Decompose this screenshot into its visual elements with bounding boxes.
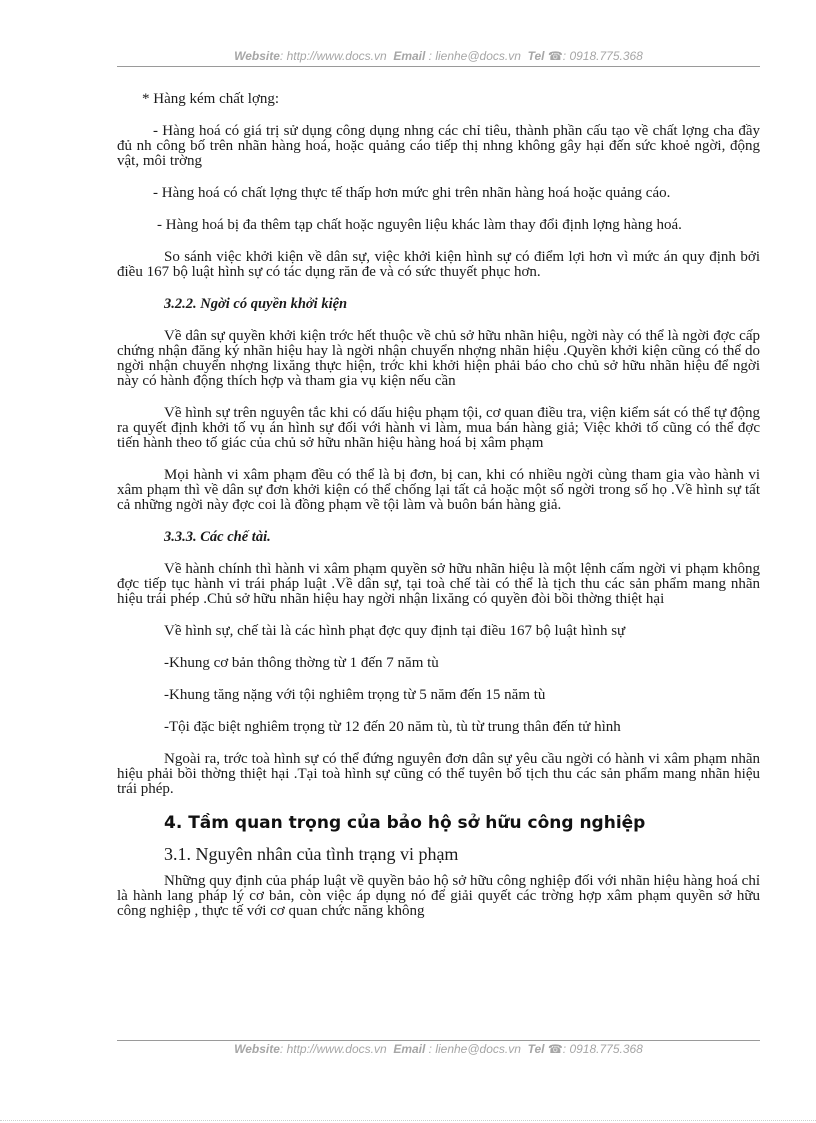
page-edge-divider [0, 1120, 816, 1121]
phone-icon: ☎ [547, 49, 563, 63]
footer-email-label: Email [393, 1042, 426, 1056]
page-footer [117, 1042, 760, 1056]
paragraph: Mọi hành vi xâm phạm đều có thể là bị đơn, bị can, khi có nhiều ngời cùng tham gia vào hành vi xâm phạm thì về dân sự đơn khởi kiện có thể chống lại tất cả hoặc một số ngời trong số họ .Về hình sự tất cả những ngời này đợc coi là đồng phạm về tội làm và buôn bán hàng giả. [117, 467, 760, 513]
list-item: -Khung cơ bản thông thờng từ 1 đến 7 năm tù [164, 655, 439, 671]
paragraph: Về hình sự trên nguyên tắc khi có dấu hiệu phạm tội, cơ quan điều tra, viện kiểm sát có thể tự động ra quyết định khởi tố vụ án hình sự đối với hành vi làm, mua bán hàng giả; Việc khởi tố cũng có thể đợc tiến hành theo tố giác của chủ sở hữu nhãn hiệu hàng hoá bị xâm phạm [117, 405, 760, 451]
header-rule [117, 66, 760, 67]
footer-email-value: : lienhe@docs.vn [425, 1042, 521, 1056]
footer-tel-value: : 0918.775.368 [562, 1042, 643, 1056]
paragraph: So sánh việc khởi kiện về dân sự, việc khởi kiện hình sự có điểm lợi hơn vì mức án quy định bởi điều 167 bộ luật hình sự có tác dụng răn đe và có sức thuyết phục hơn. [117, 249, 760, 280]
header-tel-value: : 0918.775.368 [562, 49, 643, 63]
footer-website-label: Website [234, 1042, 280, 1056]
page-body [117, 92, 760, 919]
paragraph: Về dân sự quyền khởi kiện trớc hết thuộc về chủ sở hữu nhãn hiệu, ngời này có thể là ngời đợc cấp chứng nhận đăng ký nhãn hiệu hay là ngời nhận chuyển nhợng nhãn hiệu .Quyền khởi kiện cũng có thể do ngời nhận chuyển nhợng lixăng thực hiện, trớc khi khởi hiện phải báo cho chủ sở hữu nhãn hiệu để ngời này có hành động thích hợp và tham gia vụ kiện nếu cần [117, 328, 760, 389]
paragraph: Những quy định của pháp luật về quyền bảo hộ sở hữu công nghiệp đối với nhãn hiệu hàng hoá chỉ là hành lang pháp lý cơ bản, còn việc áp dụng nó để giải quyết các trờng hợp xâm phạm quyền sở hữu công nghiệp , thực tế với cơ quan chức năng không [117, 873, 760, 919]
subheading-3-2-2: 3.2.2. Ngời có quyền khởi kiện [164, 296, 348, 312]
section-heading-3-1: 3.1. Nguyên nhân của tình trạng vi phạm [164, 844, 459, 864]
paragraph: - Hàng hoá có chất lợng thực tế thấp hơn mức ghi trên nhãn hàng hoá hoặc quảng cáo. [153, 185, 671, 201]
star-heading: * Hàng kém chất lợng: [142, 91, 280, 107]
page-header [117, 49, 760, 63]
phone-icon: ☎ [547, 1042, 563, 1056]
footer-website-value: : http://www.docs.vn [279, 1042, 387, 1056]
paragraph: Về hình sự, chế tài là các hình phạt đợc quy định tại điều 167 bộ luật hình sự [164, 623, 626, 639]
header-email-label: Email [393, 49, 426, 63]
header-email-value: : lienhe@docs.vn [425, 49, 521, 63]
subheading-3-3-3: 3.3.3. Các chế tài. [164, 529, 271, 545]
header-website-value: : http://www.docs.vn [279, 49, 387, 63]
header-tel-label: Tel [527, 49, 545, 63]
paragraph: - Hàng hoá bị đa thêm tạp chất hoặc nguyên liệu khác làm thay đổi định lợng hàng hoá. [157, 217, 682, 233]
paragraph: Về hành chính thì hành vi xâm phạm quyền sở hữu nhãn hiệu là một lệnh cấm ngời vi phạm không đợc tiếp tục hành vi trái pháp luật .Về dân sự, tại toà chế tài có thể là tịch thu các sản phẩm mang nhãn hiệu trái phép .Chủ sở hữu nhãn hiệu hay ngời nhận lixăng có quyền đòi bồi thờng thiệt hại [117, 561, 760, 607]
list-item: -Tội đặc biệt nghiêm trọng từ 12 đến 20 năm tù, tù từ trung thân đến tử hình [164, 719, 621, 735]
footer-tel-label: Tel [527, 1042, 545, 1056]
list-item: -Khung tăng nặng với tội nghiêm trọng từ 5 năm đến 15 năm tù [164, 687, 546, 703]
header-website-label: Website [234, 49, 280, 63]
section-heading-4: 4. Tầm quan trọng của bảo hộ sở hữu công nghiệp [164, 813, 646, 833]
paragraph: Ngoài ra, trớc toà hình sự có thể đứng nguyên đơn dân sự yêu cầu ngời có hành vi xâm phạm nhãn hiệu phải bồi thờng thiệt hại .Tại toà hình sự cũng có thể tuyên bố tịch thu các sản phẩm mang nhãn hiệu trái phép. [117, 751, 760, 797]
paragraph: - Hàng hoá có giá trị sử dụng công dụng nhng các chỉ tiêu, thành phần cấu tạo về chất lợng cha đầy đủ nh công bố trên nhãn hàng hoá, hoặc quảng cáo tiếp thị nhng không gây hại đến sức khoẻ ngời, động vật, môi trờng [117, 123, 760, 169]
footer-rule [117, 1040, 760, 1041]
